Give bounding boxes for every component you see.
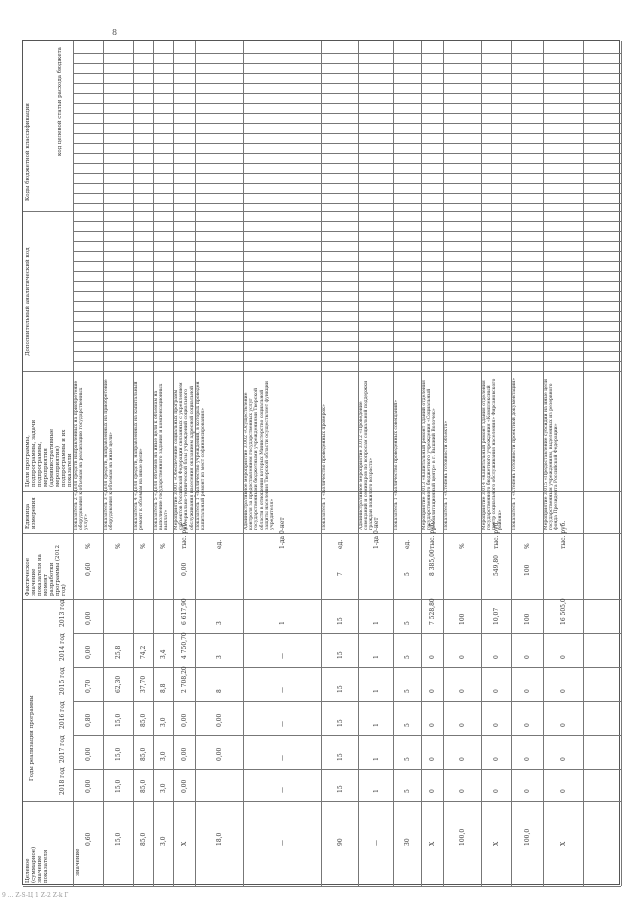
row-year-value: 0 [429,723,436,727]
grid-line [73,143,621,144]
row-unit: тыс. руб. [181,520,188,549]
row-description: Показатель 1 «Количество проведенных проверок» [322,404,327,530]
row-final-value: — [279,840,286,846]
row-fact: 0,00 [181,562,188,576]
row-description: Показатель 1 «Количество учреждений, в которых проведен капитальный ремонт из мест софинансирования» [196,381,207,530]
row-description: Показатель 1 «Количество проведенных совещаний» [394,399,399,530]
row-year-value: 1 [372,757,380,761]
row-year-value: 15,0 [115,779,122,793]
row-year-value: 0 [524,689,531,693]
grid-line [73,103,621,104]
row-year-value: 5 [404,789,411,793]
row-unit: 1-да 0-нет [372,517,380,549]
final-value-header: значение [75,848,81,876]
row-year-value: — [279,653,286,659]
row-year-value: 15,0 [115,713,122,727]
row-year-value: 0 [560,723,567,727]
row-year-value: 3,4 [160,649,167,659]
grid-line [73,83,621,84]
grid-line [73,633,621,634]
row-year-value: 5 [404,689,411,693]
grid-line [73,73,621,74]
grid-line [73,769,621,770]
row-year-value: 0 [459,757,466,761]
row-year-value: 0 [429,789,436,793]
year-label: 2015 год [59,667,66,695]
grid-line [73,241,621,242]
row-unit: % [524,543,531,549]
row-year-value: 16 505,0 [560,598,567,625]
row-unit: ед. [216,539,223,549]
row-year-value: 1 [279,621,286,625]
grid-line [73,93,621,94]
dop-class-header: Дополнительный аналитический код [25,247,31,356]
row-year-value: 0 [560,689,567,693]
grid-line [73,53,621,54]
row-final-value: Х [181,841,188,846]
year-label: 2017 год [59,735,66,763]
row-year-value: 0 [560,789,567,793]
grid-line [73,251,621,252]
row-year-value: 5 [404,757,411,761]
row-year-value: 1 [372,689,380,693]
grid-line [73,153,621,154]
row-description: Показатель 1 «Степень готовности проектной документации» [512,377,517,530]
grid-line [73,321,621,322]
row-year-value: 0 [493,789,500,793]
row-year-value: 1 [372,655,380,659]
row-description: Административное мероприятие 3.002 «Осуществление контроля за предоставлением государственных услуг государственными бюджетными учреждениями Тверской области в отношении которых Министерство социальной защиты населения Тверской области осуществляет функции учредителя» [244,381,276,530]
grid-line [73,351,621,352]
grid-line [73,801,621,802]
year-label: 2016 год [59,701,66,729]
grid-line [73,281,621,282]
row-year-value: 0,00 [181,779,188,793]
row-description: Мероприятие 3.015 «Предоставление субсидии на иные цели государственным учреждениям, выделенных из резервного фонда Президента Российской Федерации» [544,379,560,530]
row-year-value: 3 [216,621,223,625]
row-year-value: 0,00 [216,747,223,761]
row-year-value: 6 617,90 [181,598,188,625]
years-header: Годы реализации программы [29,695,35,781]
row-unit: % [160,543,167,549]
row-year-value: 15 [336,785,344,793]
row-year-value: 3,0 [160,717,167,727]
row-year-value: 0 [493,757,500,761]
row-year-value: 3,0 [160,783,167,793]
row-year-value: 2 708,20 [181,666,188,693]
row-year-value: 0,00 [85,779,92,793]
grid-line [73,193,621,194]
row-year-value: 0 [459,655,466,659]
row-unit: ед. [336,539,344,549]
grid-line [73,113,621,114]
row-year-value: 0 [459,789,466,793]
grid-line [73,261,621,262]
row-year-value: 5 [404,655,411,659]
goals-header: Цели программы, подпрограммы, задачи подпрограммы, мероприятия (административные мероприятия) подпрограммы и их показатели [25,419,73,487]
page-mark: 8 [112,28,118,37]
year-label: 2014 год [59,633,66,661]
row-year-value: 0 [493,655,500,659]
row-year-value: 0 [560,757,567,761]
grid-line [73,203,621,204]
grid-line [23,533,621,534]
row-final-value: 30 [404,838,411,846]
grid-line [73,291,621,292]
row-year-value: 1 [372,789,380,793]
row-year-value: 0,80 [85,713,92,727]
row-unit: % [140,543,147,549]
row-year-value: 15 [336,651,344,659]
grid-line [73,341,621,342]
row-year-value: 0 [524,757,531,761]
row-year-value: 0 [493,723,500,727]
row-final-value: 85,0 [140,832,147,846]
row-description: Мероприятие 3.014 «Капитальный ремонт здания отделения государственного бюджетного учреждения «Комплексный центр социального обслуживания населения» Фирсановского района» [482,378,503,530]
grid-line [73,361,621,362]
row-year-value: 0,00 [216,713,223,727]
row-unit: 1-да 0-нет [279,517,286,549]
grid-line [73,221,621,222]
row-fact: 7 [336,572,344,576]
row-unit: % [115,543,122,549]
row-year-value: 0 [459,689,466,693]
grid-line [621,41,622,886]
row-year-value: 85,0 [140,747,147,761]
row-description: Мероприятие 3.013 «Капитальный ремонт зданий отделения государственного бюджетного учреждения «Социальный реабилитационный центр» в г. Вышний Волочек» [422,380,438,530]
grid-line [73,133,621,134]
footer-note: 9 ... Z-S-Ц 1 Z-2 Z-k Г [2,892,69,899]
row-year-value: — [279,687,286,693]
unit-header: Единица измерения [25,497,37,529]
grid-line [73,331,621,332]
row-final-value: Х [429,841,436,846]
grid-line [23,371,621,372]
row-year-value: 8 [216,689,223,693]
row-year-value: 0,70 [85,679,92,693]
row-year-value: — [279,755,286,761]
row-year-value: 85,0 [140,779,147,793]
row-unit: ед. [404,539,411,549]
grid-line [73,123,621,124]
kbk-header: Коды бюджетной классификации [25,103,31,201]
row-unit: % [459,543,466,549]
row-final-value: 18,0 [216,832,223,846]
row-year-value: 15 [336,685,344,693]
grid-line [73,701,621,702]
kbk-sub-header: код целевой статьи расхода бюджета [57,47,63,156]
row-year-value: 15 [336,719,344,727]
row-fact: 100 [524,564,531,576]
row-unit: тыс. руб. [493,520,500,549]
row-final-value: 0,60 [85,832,92,846]
row-final-value: — [372,840,380,846]
row-year-value: 3 [216,655,223,659]
year-label: 2018 год [59,767,66,795]
row-fact: 549,80 [493,555,500,576]
grid-line [73,173,621,174]
grid-line [73,271,621,272]
grid-line [73,63,621,64]
row-description: Административное мероприятие 3.012 «Проведение совещаний и семинаров по вопросам социальной поддержки граждан пожилого возраста» [359,380,375,530]
grid-line [73,311,621,312]
row-year-value: — [279,721,286,727]
row-final-value: 3,0 [160,836,167,846]
row-description: Мероприятие 3.001 «Обеспечение социальных программ субъектов Российской Федерации связанных с укреплением материально-технической базы учреждений социального обслуживания населения оказанием адресной социальной [174,382,195,530]
row-fact: 0,60 [85,562,92,576]
row-year-value: 100 [459,613,466,625]
row-fact: 5 [404,572,411,576]
row-year-value: 15,0 [115,747,122,761]
row-year-value: 0 [524,789,531,793]
row-year-value: 85,0 [140,713,147,727]
row-year-value: 0,00 [85,747,92,761]
row-year-value: 62,30 [115,675,122,693]
row-fact: 8 385,00 [429,549,436,576]
grid-line [73,163,621,164]
row-year-value: 0 [429,655,436,659]
grid-line [583,41,584,886]
grid-line [73,599,621,600]
row-year-value: 25,8 [115,645,122,659]
row-description: Показатель 3 «Доля средств, направленных на приобретение оборудования к объемам на иные цели» [104,379,115,530]
row-final-value: Х [560,841,567,846]
document-table [22,40,620,885]
row-final-value: 100,0 [524,828,531,846]
row-final-value: 90 [336,838,344,846]
row-unit: тыс. руб. [560,520,567,549]
row-year-value: 0 [493,689,500,693]
row-final-value: Х [493,841,500,846]
row-year-value: 0 [429,757,436,761]
row-year-value: 0 [560,655,567,659]
row-description: Показатель 1 «Степень готовности объекта» [444,420,449,530]
row-year-value: 100 [524,613,531,625]
row-year-value: — [279,787,286,793]
final-header: Целевое (суммарное) значение показателя [25,846,49,883]
fact-header: Фактическое значение показателя на момент разработки программы (2012 год) [25,544,67,596]
grid-line [73,183,621,184]
row-unit: % [85,543,92,549]
row-unit: тыс. руб. [429,520,436,549]
grid-line [73,667,621,668]
row-year-value: 1 [372,621,380,625]
row-year-value: 0 [459,723,466,727]
row-final-value: 15,0 [115,832,122,846]
row-year-value: 0,00 [85,645,92,659]
year-label: 2013 год [59,599,66,627]
row-year-value: 5 [404,723,411,727]
row-year-value: 0,00 [181,713,188,727]
row-year-value: 3,0 [160,751,167,761]
grid-line [23,886,621,887]
row-year-value: 5 [404,621,411,625]
row-year-value: 0 [524,655,531,659]
row-year-value: 0,00 [85,611,92,625]
row-year-value: 10,07 [493,607,500,625]
row-year-value: 0 [524,723,531,727]
grid-line [73,301,621,302]
row-year-value: 4 750,70 [181,632,188,659]
row-description: Показатель 4 «Доля средств, направленных на капитальный ремонт к объемам на иные цели» [134,381,145,530]
row-final-value: 100,0 [459,828,466,846]
row-year-value: 8,8 [160,683,167,693]
row-description: Показатель 2 «Доля средств направленных на приобретение оборудования к объемам на реализацию государственных услуг» [74,380,90,530]
grid-line [73,735,621,736]
row-year-value: 1 [372,723,380,727]
row-year-value: 74,2 [140,645,147,659]
grid-line [73,231,621,232]
row-year-value: 37,70 [140,675,147,693]
row-description: Показатель 5 «Доля объемов на иные цели к объемам на выполнение государственного задания и компенсационных выплат» [154,383,170,530]
row-year-value: 15 [336,753,344,761]
row-year-value: 0 [429,689,436,693]
row-year-value: 15 [336,617,344,625]
row-year-value: 7 528,80 [429,598,436,625]
grid-line [23,211,621,212]
row-year-value: 0,00 [181,747,188,761]
